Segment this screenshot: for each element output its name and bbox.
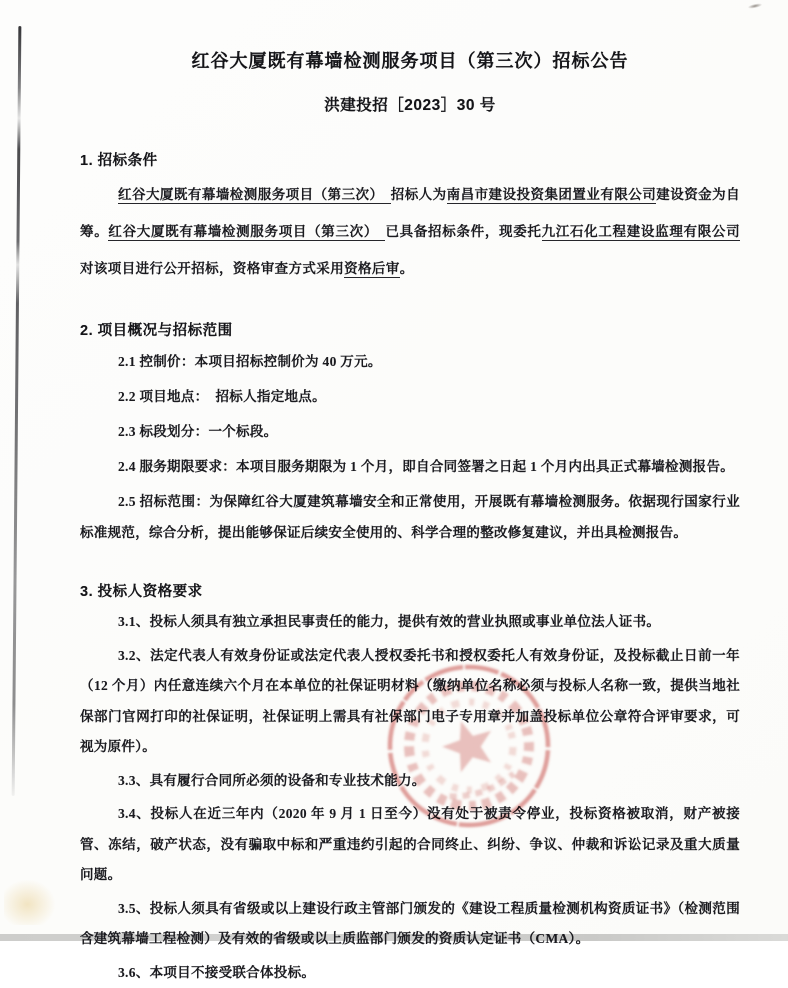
underlined-agency-name: 九江石化工程建设监理有限公司 — [542, 224, 740, 241]
section-2-heading: 2. 项目概况与招标范围 — [80, 319, 740, 340]
scan-smudge-artifact — [4, 879, 56, 925]
clause-3-2: 3.2、法定代表人有效身份证或法定代表人授权委托书和授权委托人有效身份证，及投标截止日前一年（12 个月）内任意连续六个月在本单位的社保证明材料（缴纳单位名称必须与投标人名称一致，提供当地社保部门官网打印的社保证明，社保证明上需具有社保部门电子专用章并加盖投标单位公章符合评审要求，可视为原件）。 — [80, 641, 740, 763]
document-number: 洪建投招［2023］30 号 — [80, 95, 740, 117]
underlined-tenderee-name: 南昌市建设投资集团置业有限公司 — [447, 187, 657, 204]
clause-2-5: 2.5 招标范围：为保障红谷大厦建筑幕墙安全和正常使用，开展既有幕墙检测服务。依据现行国家行业标准规范，综合分析，提出能够保证后续安全使用的、科学合理的整改修复建议，并出具检测报告。 — [80, 486, 740, 548]
section-2 — [80, 319, 740, 548]
scan-speck-artifact — [748, 3, 763, 10]
clause-3-3: 3.3、具有履行合同所必须的设备和专业技术能力。 — [80, 766, 740, 797]
underlined-qualification-method: 资格后审 — [344, 261, 400, 278]
text-run: 。 — [400, 261, 414, 276]
section-3-heading: 3. 投标人资格要求 — [80, 580, 740, 601]
section-3 — [80, 580, 740, 988]
scan-edge-line-artifact — [12, 26, 22, 796]
section-1-paragraph — [80, 176, 740, 287]
underlined-project-name-2: 红谷大厦既有幕墙检测服务项目（第三次） — [108, 224, 385, 241]
clause-3-4: 3.4、投标人在近三年内（2020 年 9 月 1 日至今）没有处于被责令停业，投标资格被取消，财产被接管、冻结，破产状态，没有骗取中标和严重违约引起的合同终止、纠纷、争议、仲裁和诉讼记录及重大质量问题。 — [80, 799, 740, 891]
clause-3-6: 3.6、本项目不接受联合体投标。 — [80, 958, 740, 988]
clause-2-2: 2.2 项目地点： 招标人指定地点。 — [80, 381, 740, 412]
underlined-project-name-1: 红谷大厦既有幕墙检测服务项目（第三次） — [118, 187, 391, 204]
text-run: 建设资金为自筹。 — [80, 187, 740, 239]
document-title: 红谷大厦既有幕墙检测服务项目（第三次）招标公告 — [80, 48, 740, 74]
clause-3-1: 3.1、投标人须具有独立承担民事责任的能力，提供有效的营业执照或事业单位法人证书。 — [80, 607, 740, 638]
clause-2-4: 2.4 服务期限要求：本项目服务期限为 1 个月，即自合同签署之日起 1 个月内出具正式幕墙检测报告。 — [80, 451, 740, 482]
clause-2-1: 2.1 控制价：本项目招标控制价为 40 万元。 — [80, 346, 740, 377]
clause-3-5: 3.5、投标人须具有省级或以上建设行政主管部门颁发的《建设工程质量检测机构资质证书》（检测范围含建筑幕墙工程检测）及有效的省级或以上质监部门颁发的资质认定证书（CMA）。 — [80, 894, 740, 955]
text-run: 招标人为 — [391, 187, 447, 202]
document-content — [80, 48, 740, 988]
text-run: 已具备招标条件，现委托 — [385, 224, 541, 239]
clause-2-3: 2.3 标段划分：一个标段。 — [80, 416, 740, 447]
section-1-heading: 1. 招标条件 — [80, 149, 740, 170]
text-run: 对该项目进行公开招标，资格审查方式采用 — [80, 261, 344, 276]
